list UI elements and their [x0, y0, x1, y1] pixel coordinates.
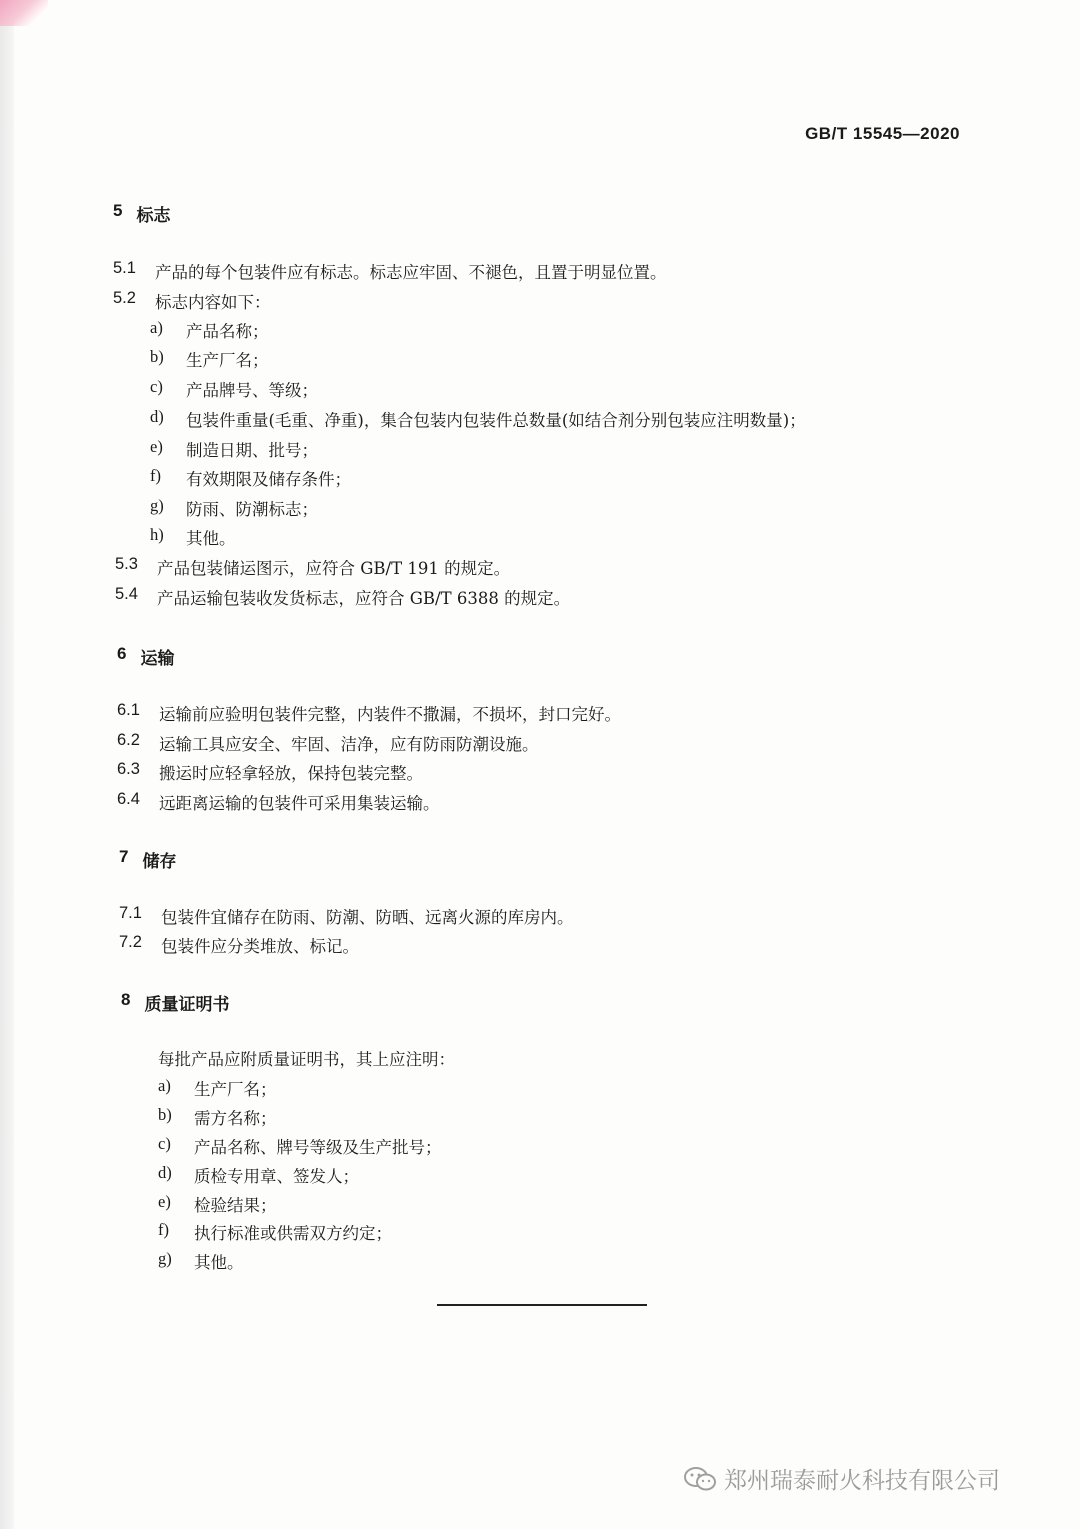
standard-code: GB/T 15545—2020 — [805, 124, 960, 143]
clause-number: 7.2 — [119, 933, 142, 951]
item-marker: c) — [150, 377, 163, 396]
section-7-heading — [119, 847, 176, 872]
clause-number: 5.4 — [115, 585, 138, 603]
clause-5-4 — [115, 585, 570, 609]
clause-number: 5.1 — [113, 259, 136, 277]
list-item — [158, 1249, 244, 1273]
clause-number: 6.2 — [117, 731, 140, 749]
clause-7-2 — [119, 933, 359, 957]
item-text: 产品名称、牌号等级及生产批号； — [194, 1138, 442, 1157]
clause-5-2 — [113, 289, 271, 313]
item-marker: b) — [158, 1105, 172, 1124]
clause-number: 5.2 — [113, 289, 136, 307]
clause-text: 标志内容如下： — [155, 293, 271, 312]
clause-number: 6.3 — [117, 760, 140, 778]
section-5-heading — [113, 201, 170, 226]
list-item — [158, 1192, 277, 1216]
list-item — [150, 496, 318, 520]
clause-number: 5.3 — [115, 555, 138, 573]
list-item — [150, 347, 269, 371]
item-text: 需方名称； — [194, 1109, 277, 1128]
item-marker: b) — [150, 347, 164, 366]
section-title: 储存 — [142, 852, 177, 872]
clause-text: 远距离运输的包装件可采用集装运输。 — [159, 794, 440, 813]
list-item — [150, 318, 269, 342]
clause-text: 搬运时应轻拿轻放，保持包装完整。 — [159, 764, 423, 783]
clause-number: 7.1 — [119, 904, 142, 922]
clause-6-2 — [117, 731, 539, 755]
item-text: 生产厂名； — [186, 351, 269, 370]
section-number: 7 — [119, 847, 129, 866]
item-text: 防雨、防潮标志； — [186, 500, 318, 519]
list-item — [158, 1220, 392, 1244]
section-number: 5 — [113, 201, 123, 220]
item-text: 执行标准或供需双方约定； — [194, 1224, 392, 1243]
item-text: 包装件重量(毛重、净重)，集合包装内包装件总数量(如结合剂分别包装应注明数量)； — [186, 411, 806, 430]
clause-number: 6.4 — [117, 790, 140, 808]
clause-text: 产品的每个包装件应有标志。标志应牢固、不褪色，且置于明显位置。 — [155, 263, 667, 282]
section-8-heading — [121, 990, 229, 1015]
scan-corner-mark — [0, 0, 48, 26]
clause-6-1 — [117, 701, 621, 725]
clause-text: 产品包装储运图示，应符合 GB/T 191 的规定。 — [157, 559, 511, 578]
item-marker: e) — [150, 437, 163, 456]
item-text: 生产厂名； — [194, 1080, 277, 1099]
clause-text: 产品运输包装收发货标志，应符合 GB/T 6388 的规定。 — [157, 589, 571, 608]
item-text: 产品牌号、等级； — [186, 381, 318, 400]
clause-number: 6.1 — [117, 701, 140, 719]
item-text: 其他。 — [194, 1253, 244, 1272]
clause-text: 运输工具应安全、牢固、洁净，应有防雨防潮设施。 — [159, 735, 539, 754]
section-title: 运输 — [140, 649, 175, 669]
list-item — [158, 1163, 359, 1187]
list-item — [150, 466, 351, 490]
clause-text: 运输前应验明包装件完整，内装件不撒漏，不损坏，封口完好。 — [159, 705, 621, 724]
item-marker: g) — [158, 1249, 172, 1268]
item-marker: a) — [158, 1076, 171, 1095]
watermark-text: 郑州瑞泰耐火科技有限公司 — [724, 1468, 1000, 1494]
section-title: 标志 — [136, 206, 171, 226]
item-marker: g) — [150, 496, 164, 515]
scan-edge — [0, 0, 14, 1529]
section-6-heading — [117, 644, 174, 669]
item-marker: a) — [150, 318, 163, 337]
clause-text: 包装件应分类堆放、标记。 — [161, 937, 359, 956]
item-marker: e) — [158, 1192, 171, 1211]
item-text: 制造日期、批号； — [186, 441, 318, 460]
clause-5-3 — [115, 555, 510, 579]
clause-text: 包装件宜储存在防雨、防潮、防晒、远离火源的库房内。 — [161, 908, 574, 927]
item-marker: c) — [158, 1134, 171, 1153]
list-item — [158, 1105, 277, 1129]
end-of-document-rule — [437, 1304, 647, 1306]
item-marker: h) — [150, 525, 164, 544]
wechat-icon — [682, 1465, 718, 1493]
clause-5-1 — [113, 259, 667, 283]
item-text: 检验结果； — [194, 1196, 277, 1215]
item-text: 产品名称； — [186, 322, 269, 341]
list-item — [150, 437, 318, 461]
item-marker: f) — [158, 1220, 169, 1239]
item-text: 有效期限及储存条件； — [186, 470, 351, 489]
list-item — [150, 525, 236, 549]
item-marker: d) — [158, 1163, 172, 1182]
section-8-intro: 每批产品应附质量证明书，其上应注明： — [158, 1050, 455, 1069]
item-text: 质检专用章、签发人； — [194, 1167, 359, 1186]
list-item — [150, 377, 318, 401]
list-item — [158, 1076, 277, 1100]
clause-7-1 — [119, 904, 574, 928]
list-item — [158, 1134, 442, 1158]
item-marker: d) — [150, 407, 164, 426]
section-number: 8 — [121, 990, 131, 1009]
section-title: 质量证明书 — [144, 995, 230, 1015]
clause-6-3 — [117, 760, 423, 784]
list-item — [150, 407, 806, 431]
item-marker: f) — [150, 466, 161, 485]
item-text: 其他。 — [186, 529, 236, 548]
section-number: 6 — [117, 644, 127, 663]
watermark — [682, 1462, 1000, 1495]
clause-6-4 — [117, 790, 440, 814]
